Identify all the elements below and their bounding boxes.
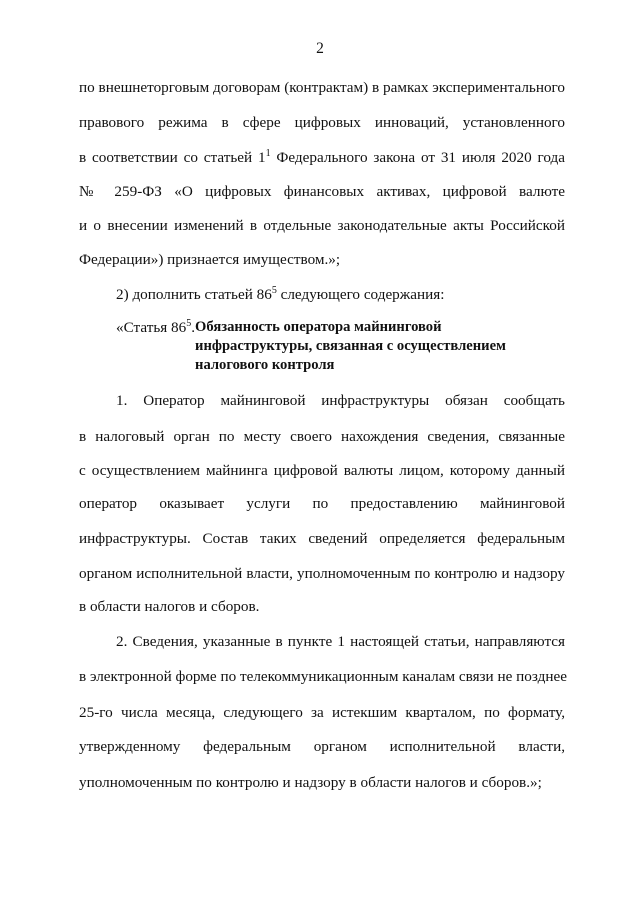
text-line bbox=[116, 286, 565, 304]
text-fragment: 2) дополнить статьей 86 bbox=[116, 286, 272, 303]
text-line: инфраструктуры. Состав таких сведений определяется федеральным bbox=[79, 530, 565, 547]
text-line: в электронной форме по телекоммуникационным каналам связи не позднее bbox=[79, 668, 567, 685]
text-line: уполномоченным по контролю и надзору в области налогов и сборов.»; bbox=[79, 774, 542, 791]
text-fragment: следующего содержания: bbox=[276, 286, 445, 303]
article-title-line: Обязанность оператора майнинговой bbox=[195, 319, 442, 335]
superscript: 5 bbox=[271, 285, 277, 296]
superscript: 5 bbox=[186, 318, 192, 329]
page-number: 2 bbox=[316, 40, 324, 57]
article-title-line: инфраструктуры, связанная с осуществлением bbox=[195, 338, 506, 354]
article-title bbox=[195, 318, 506, 375]
text-line: с осуществлением майнинга цифровой валюты лицом, которому данный bbox=[79, 462, 565, 479]
text-line: Федерации») признается имуществом.»; bbox=[79, 251, 341, 268]
text-line: 1. Оператор майнинговой инфраструктуры обязан сообщать bbox=[116, 392, 565, 409]
text-line: № 259-ФЗ «О цифровых финансовых активах, цифровой валюте bbox=[79, 183, 565, 200]
text-line: органом исполнительной власти, уполномоченным по контролю и надзору bbox=[79, 565, 565, 582]
article-label bbox=[116, 318, 195, 337]
article-heading bbox=[116, 318, 576, 375]
article-title-line: налогового контроля bbox=[195, 357, 335, 373]
text-line: в налоговый орган по месту своего нахождения сведения, связанные bbox=[79, 428, 565, 445]
text-line bbox=[79, 149, 565, 167]
text-line: в области налогов и сборов. bbox=[79, 598, 260, 615]
text-line: 2. Сведения, указанные в пункте 1 настоящей статьи, направляются bbox=[116, 633, 565, 650]
text-line: и о внесении изменений в отдельные законодательные акты Российской bbox=[79, 217, 565, 234]
text-fragment: . bbox=[191, 319, 196, 336]
text-line: 25-го числа месяца, следующего за истекшим кварталом, по формату, bbox=[79, 704, 565, 721]
text-fragment: «Статья 86 bbox=[116, 319, 187, 336]
text-fragment: Федерального закона от 31 июля 2020 года bbox=[270, 149, 566, 166]
superscript: 1 bbox=[265, 148, 271, 159]
text-line: утвержденному федеральным органом исполнительной власти, bbox=[79, 738, 565, 755]
text-fragment: в соответствии со статьей 1 bbox=[79, 149, 266, 166]
text-line: оператор оказывает услуги по предоставлению майнинговой bbox=[79, 495, 565, 512]
text-line: правового режима в сфере цифровых инноваций, установленного bbox=[79, 114, 565, 131]
text-line: по внешнеторговым договорам (контрактам) в рамках экспериментального bbox=[79, 79, 565, 96]
